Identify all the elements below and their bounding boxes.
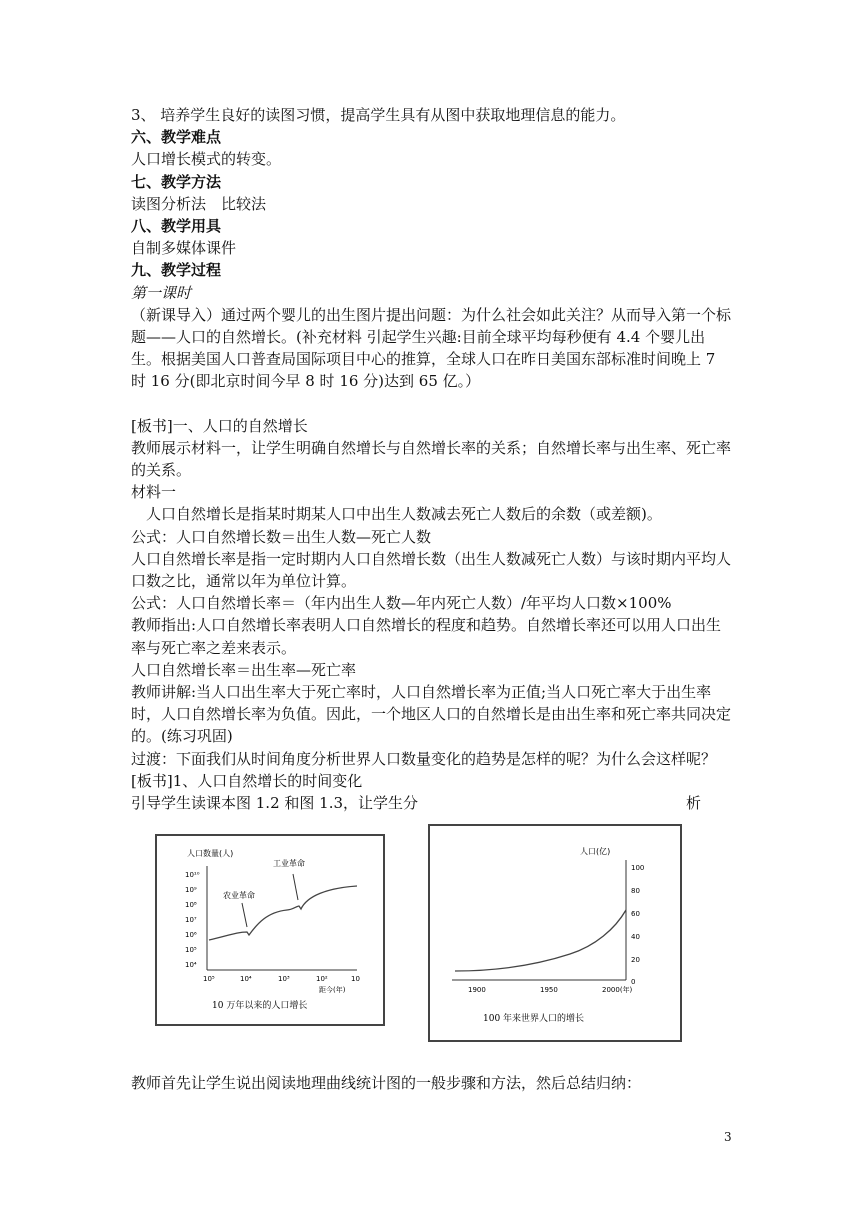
first-lesson-label: 第一课时	[131, 283, 192, 302]
figure1-xtick: 10⁴	[240, 975, 252, 983]
teacher-shows-material: 教师展示材料一，让学生明确自然增长与自然增长率的关系；自然增长率与出生率、死亡率的关系。	[131, 438, 732, 480]
transition-text: 过渡：下面我们从时间角度分析世界人口数量变化的趋势是怎样的呢？为什么会这样呢？	[131, 749, 717, 768]
figure1-annotation-industry: 工业革命	[273, 859, 305, 868]
figure2-ytick: 100	[631, 864, 645, 872]
board-heading-2: [板书]1、人口自然增长的时间变化	[131, 771, 363, 790]
heading-process: 九、教学过程	[131, 261, 222, 280]
formula-rate-difference: 人口自然增长率＝出生率—死亡率	[131, 660, 357, 679]
figure2-ylabel: 人口(亿)	[580, 847, 611, 856]
method-text: 读图分析法 比较法	[131, 194, 267, 213]
figure2-caption: 100 年来世界人口的增长	[483, 1014, 585, 1024]
figure2-xtick: 2000(年)	[602, 986, 633, 994]
figure1-xtick: 10²	[316, 975, 328, 983]
figure1-annotation-agriculture: 农业革命	[223, 891, 255, 900]
figure1-ytick: 10⁵	[185, 946, 197, 954]
intro-paragraph: （新课导入）通过两个婴儿的出生图片提出问题：为什么社会如此关注？从而导入第一个标题——人口的自然增长。(补充材料 引起学生兴趣:目前全球平均每秒便有 4.4 个婴儿出生。根据美国人口普查局国际项目中心的推算，全球人口在昨日美国东部标准时间晚上 7 时 16 分(即北京时间今早 8 时 16 分)达到 65 亿。）	[131, 305, 732, 391]
figure2-curve	[455, 910, 626, 971]
bottom-paragraph: 教师首先让学生说出阅读地理曲线统计图的一般步骤和方法，然后总结归纳：	[131, 1074, 642, 1092]
figure-world-population-100-years	[428, 824, 682, 1042]
figure1-arrow	[293, 874, 298, 900]
figure2-ytick: 60	[631, 910, 640, 918]
figure2-ytick: 80	[631, 887, 640, 895]
figure1-ytick: 10⁹	[185, 886, 197, 894]
heading-difficulty: 六、教学难点	[131, 128, 222, 147]
material-label: 材料一	[131, 483, 177, 502]
figure1-caption: 10 万年以来的人口增长	[212, 1001, 308, 1011]
main-text	[131, 104, 731, 814]
figure1-ytick: 10¹⁰	[185, 871, 200, 879]
objective-3: 3、 培养学生良好的读图习惯，提高学生具有从图中获取地理信息的能力。	[131, 106, 626, 124]
spacer	[131, 393, 731, 415]
figure1-xlabel: 距今(年)	[319, 986, 346, 994]
tools-text: 自制多媒体课件	[131, 239, 237, 258]
figure1-arrow	[242, 903, 247, 927]
figure1-xtick: 10	[351, 975, 360, 983]
growth-rate-definition: 人口自然增长率是指一定时期内人口自然增长数（出生人数减死亡人数）与该时期内平均人口数之比，通常以年为单位计算。	[131, 549, 732, 591]
figure1-ytick: 10⁴	[185, 961, 197, 969]
heading-tools: 八、教学用具	[131, 217, 222, 236]
heading-method: 七、教学方法	[131, 172, 222, 191]
figure1-xtick: 10⁵	[203, 975, 215, 983]
difficulty-text: 人口增长模式的转变。	[131, 150, 282, 169]
figure2-ytick: 20	[631, 956, 640, 964]
figure1-ytick: 10⁷	[185, 916, 197, 924]
page-number: 3	[724, 1130, 732, 1144]
figure2-ytick: 40	[631, 933, 640, 941]
figure1-ytick: 10⁸	[185, 901, 197, 909]
formula-growth-rate: 公式：人口自然增长率＝（年内出生人数—年内死亡人数）/年平均人口数×100%	[131, 594, 672, 613]
figure2-ytick: 0	[631, 978, 636, 986]
figure2-xtick: 1950	[540, 986, 558, 994]
board-heading-1: [板书]一、人口的自然增长	[131, 416, 308, 435]
guide-text-end: 析	[685, 794, 701, 813]
figure2-xtick: 1900	[468, 986, 486, 994]
figure-population-100k-years	[155, 834, 385, 1026]
teacher-points-out: 教师指出:人口自然增长率表明人口自然增长的程度和趋势。自然增长率还可以用人口出生率与死亡率之差来表示。	[131, 616, 722, 657]
figure1-xtick: 10³	[278, 975, 290, 983]
guide-text: 引导学生读课本图 1.2 和图 1.3，让学生分	[131, 794, 419, 813]
formula-growth-count: 公式：人口自然增长数＝出生人数—死亡人数	[131, 527, 432, 546]
guide-line	[131, 792, 731, 814]
material-definition: 人口自然增长是指某时期某人口中出生人数减去死亡人数后的余数（或差额)。	[146, 505, 662, 524]
figure1-svg	[157, 836, 383, 1024]
figure2-svg	[430, 826, 680, 1040]
figure1-ylabel: 人口数量(人)	[187, 849, 234, 858]
figure1-ytick: 10⁶	[185, 931, 197, 939]
teacher-explains: 教师讲解:当人口出生率大于死亡率时，人口自然增长率为正值;当人口死亡率大于出生率时，人口自然增长率为负值。因此，一个地区人口的自然增长是由出生率和死亡率共同决定的。(练习巩固)	[131, 683, 732, 746]
